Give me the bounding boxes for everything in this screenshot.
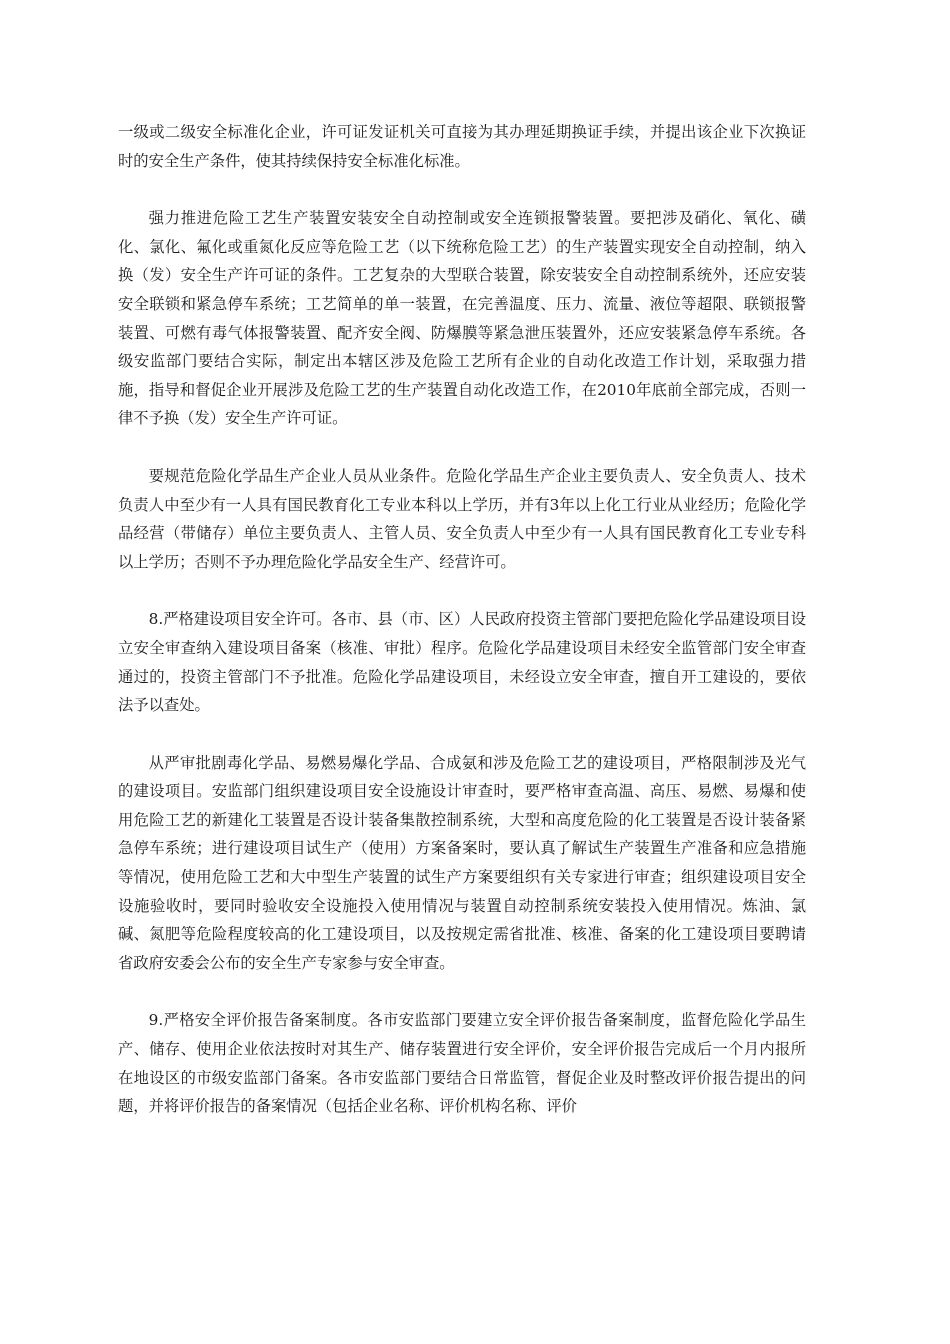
paragraph-5: 从严审批剧毒化学品、易燃易爆化学品、合成氨和涉及危险工艺的建设项目，严格限制涉及光气的建设项目。安监部门组织建设项目安全设施设计审查时，要严格审查高温、高压、易燃、易爆和使用危险工艺的新建化工装置是否设计装备集散控制系统，大型和高度危险的化工装置是否设计装备紧急停车系统；进行建设项目试生产（使用）方案备案时，要认真了解试生产装置生产准备和应急措施等情况，使用危险工艺和大中型生产装置的试生产方案要组织有关专家进行审查；组织建设项目安全设施验收时，要同时验收安全设施投入使用情况与装置自动控制系统安装投入使用情况。炼油、氯碱、氮肥等危险程度较高的化工建设项目，以及按规定需省批准、核准、备案的化工建设项目要聘请省政府安委会公布的安全生产专家参与安全审查。 xyxy=(118,753,806,972)
paragraph-3: 要规范危险化学品生产企业人员从业条件。危险化学品生产企业主要负责人、安全负责人、技术负责人中至少有一人具有国民教育化工专业本科以上学历，并有3年以上化工行业从业经历；危险化学品经营（带储存）单位主要负责人、主管人员、安全负责人中至少有一人具有国民教育化工专业专科以上学历；否则不予办理危险化学品安全生产、经营许可。 xyxy=(118,466,806,571)
paragraph-1: 一级或二级安全标准化企业，许可证发证机关可直接为其办理延期换证手续，并提出该企业下次换证时的安全生产条件，使其持续保持安全标准化标准。 xyxy=(118,123,806,170)
document-page xyxy=(118,118,806,1150)
paragraph-4: 8.严格建设项目安全许可。各市、县（市、区）人民政府投资主管部门要把危险化学品建设项目设立安全审查纳入建设项目备案（核准、审批）程序。危险化学品建设项目未经安全监管部门安全审查通过的，投资主管部门不予批准。危险化学品建设项目，未经设立安全审查，擅自开工建设的，要依法予以查处。 xyxy=(118,610,806,715)
paragraph-6: 9.严格安全评价报告备案制度。各市安监部门要建立安全评价报告备案制度，监督危险化学品生产、储存、使用企业依法按时对其生产、储存装置进行安全评价，安全评价报告完成后一个月内报所在地设区的市级安监部门备案。各市安监部门要结合日常监管，督促企业及时整改评价报告提出的问题，并将评价报告的备案情况（包括企业名称、评价机构名称、评价 xyxy=(118,1011,806,1116)
paragraph-2: 强力推进危险工艺生产装置安装安全自动控制或安全连锁报警装置。要把涉及硝化、氧化、磺化、氯化、氟化或重氮化反应等危险工艺（以下统称危险工艺）的生产装置实现安全自动控制，纳入换（发）安全生产许可证的条件。工艺复杂的大型联合装置，除安装安全自动控制系统外，还应安装安全联锁和紧急停车系统；工艺简单的单一装置，在完善温度、压力、流量、液位等超限、联锁报警装置、可燃有毒气体报警装置、配齐安全阀、防爆膜等紧急泄压装置外，还应安装紧急停车系统。各级安监部门要结合实际，制定出本辖区涉及危险工艺所有企业的自动化改造工作计划，采取强力措施，指导和督促企业开展涉及危险工艺的生产装置自动化改造工作，在2010年底前全部完成，否则一律不予换（发）安全生产许可证。 xyxy=(118,209,806,428)
